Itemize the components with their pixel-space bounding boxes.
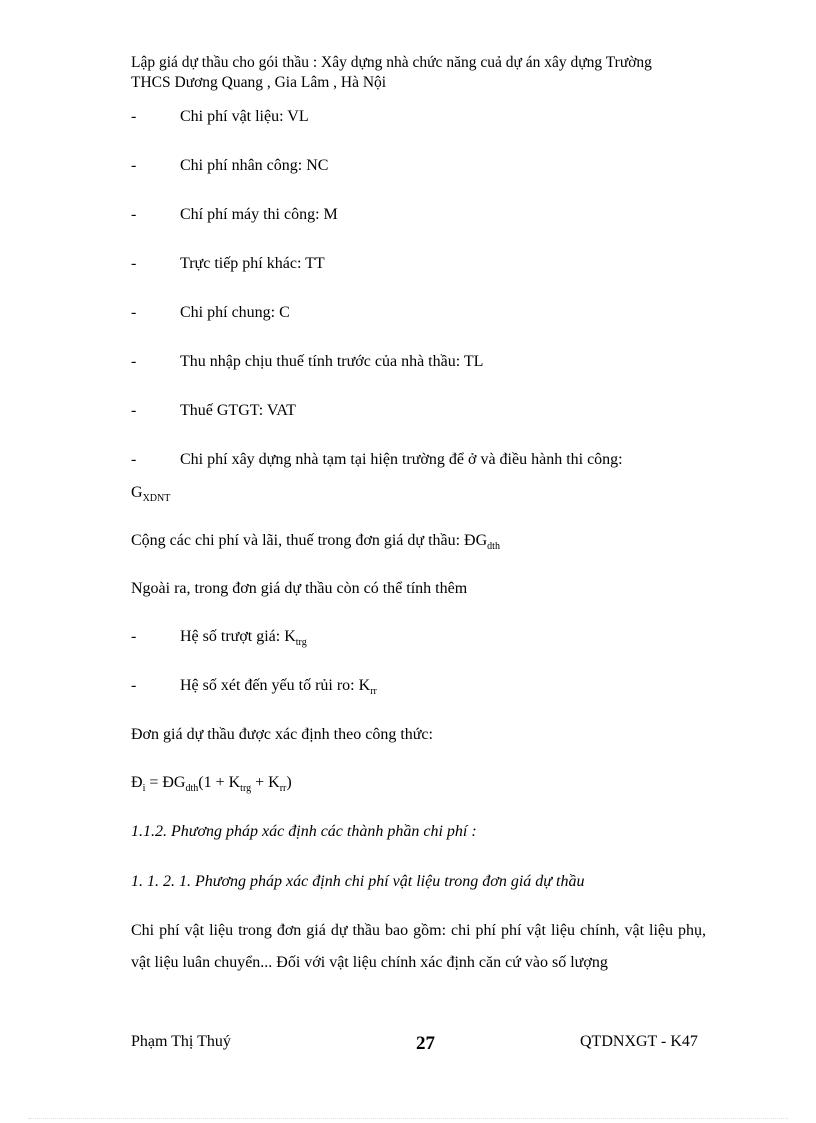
- list-item: - Hệ số trượt giá: $K_{trg}$: [131, 628, 307, 648]
- list-item: [131, 206, 338, 224]
- list-item: - Hệ số xét đến yếu tố rủi ro: $K_{rr}$: [131, 677, 377, 697]
- list-item-text: Chi phí vật liệu: VL: [180, 108, 309, 125]
- footer-code: QTDNXGT - K47: [580, 1033, 698, 1050]
- list-item-text: Thuế GTGT: VAT: [180, 402, 296, 419]
- bullet-dash: -: [131, 157, 137, 174]
- list-item-text: Chi phí nhân công: NC: [180, 157, 329, 174]
- list-item: [131, 353, 483, 371]
- page-number: 27: [416, 1033, 435, 1054]
- bullet-dash: -: [131, 255, 137, 272]
- list-item-text: Trực tiếp phí khác: TT: [180, 255, 325, 272]
- cong-line: Cộng các chi phí và lãi, thuế trong đơn giá dự thầu: $ĐG_{dth}$: [131, 532, 500, 552]
- list-item: [131, 451, 623, 469]
- footer-author: Phạm Thị Thuý: [131, 1033, 231, 1050]
- subsection-heading: 1. 1. 2. 1. Phương pháp xác định chi phí vật liệu trong đơn giá dự thầu: [131, 873, 585, 890]
- bullet-dash: -: [131, 353, 137, 370]
- list-item-text: Chi phí xây dựng nhà tạm tại hiện trường để ở và điều hành thi công:: [180, 451, 623, 468]
- gxdnt-symbol: $G_{XDNT}$: [131, 484, 171, 504]
- list-item-text: Chí phí máy thi công: M: [180, 206, 338, 223]
- body-paragraph: Chi phí vật liệu trong đơn giá dự thầu bao gồm: chi phí phí vật liệu chính, vật liệu phụ, vật liệu luân chuyển... Đối với vật liệu chính xác định căn cứ vào số lượng: [131, 922, 706, 971]
- list-item: [131, 255, 325, 273]
- bottom-divider: [28, 1118, 788, 1119]
- list-item: [131, 157, 328, 175]
- bullet-dash: -: [131, 108, 137, 125]
- bullet-dash: -: [131, 206, 137, 223]
- bullet-dash: -: [131, 402, 137, 419]
- list-item-text: Chi phí chung: C: [180, 304, 290, 321]
- ngoai-ra-line: Ngoài ra, trong đơn giá dự thầu còn có thể tính thêm: [131, 580, 468, 597]
- list-item: [131, 402, 296, 420]
- list-item: [131, 304, 290, 322]
- don-gia-line: Đơn giá dự thầu được xác định theo công thức:: [131, 726, 433, 743]
- list-item: [131, 108, 309, 126]
- bullet-dash: -: [131, 451, 137, 468]
- formula: $Đ_i$ = $ĐG_{dth}(1 + K_{trg} + K_{rr})$: [131, 774, 292, 794]
- bullet-dash: -: [131, 628, 137, 645]
- bullet-dash: -: [131, 677, 137, 694]
- list-item-text: Thu nhập chịu thuế tính trước của nhà thầu: TL: [180, 353, 484, 370]
- bullet-dash: -: [131, 304, 137, 321]
- section-heading: 1.1.2. Phương pháp xác định các thành phần chi phí :: [131, 823, 477, 840]
- page-header: Lập giá dự thầu cho gói thầu : Xây dựng nhà chức năng cuả dự án xây dựng Trường THCS Dương Quang , Gia Lâm , Hà Nội: [131, 54, 652, 91]
